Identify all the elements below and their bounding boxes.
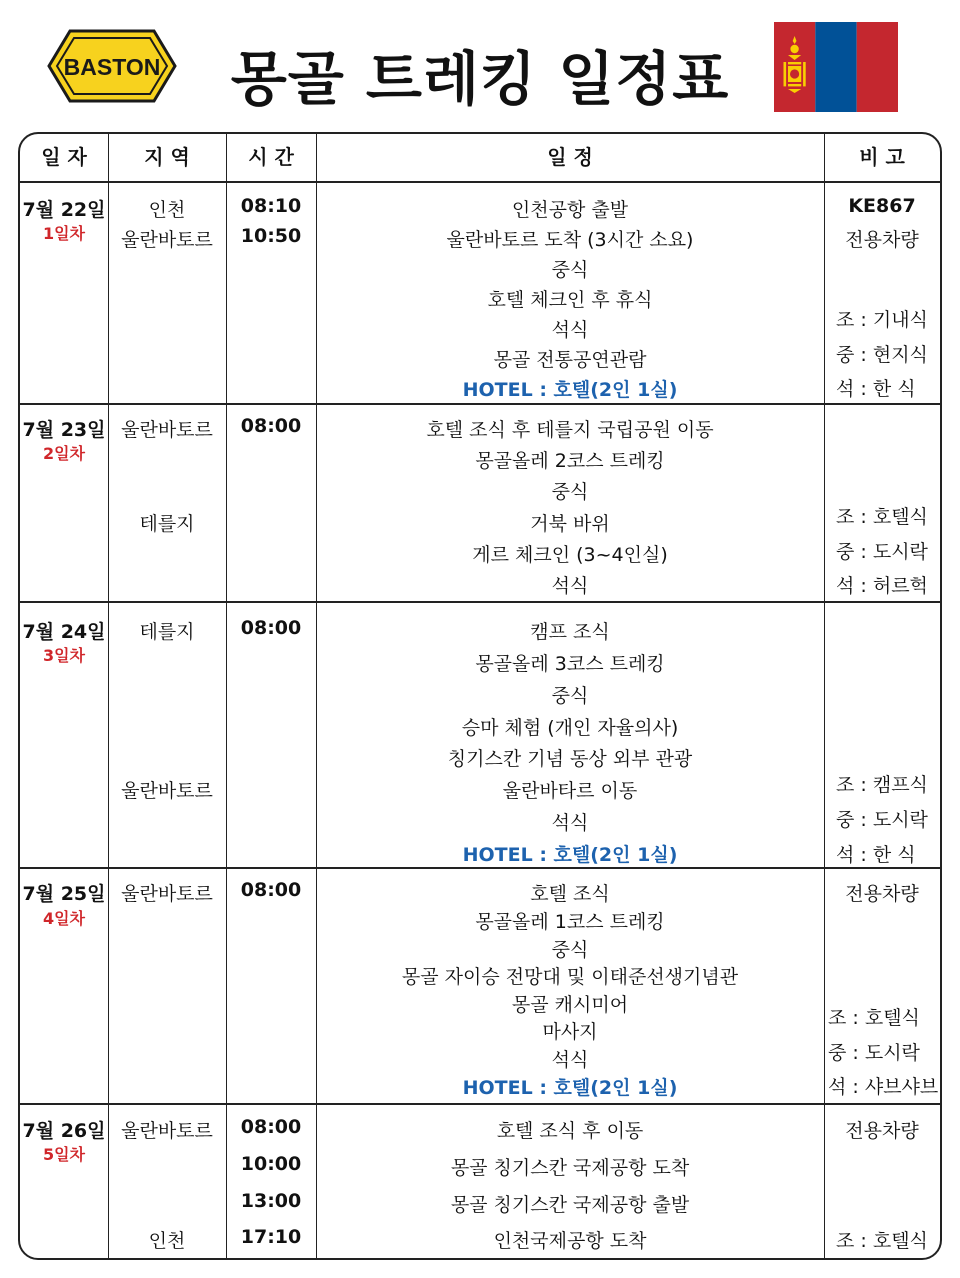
note: 전용차량: [845, 883, 919, 905]
date: 7월 24일: [22, 621, 106, 643]
meal-breakfast: 조 : 기내식: [836, 309, 928, 331]
region: 인천: [148, 199, 186, 221]
date: 7월 26일: [22, 1120, 106, 1142]
schedule-item: 호텔 조식 후 테를지 국립공원 이동: [426, 419, 714, 441]
region: 울란바토르: [121, 780, 213, 802]
schedule-item: 칭기스칸 기념 동상 외부 관광: [447, 748, 693, 770]
schedule-item: 마사지: [542, 1021, 598, 1043]
schedule-item: 중식: [551, 259, 589, 281]
time: 10:50: [240, 225, 302, 247]
meal-breakfast: 조 : 호텔식: [836, 506, 928, 528]
schedule-item: 석식: [551, 812, 589, 834]
table-row-day-5: [20, 1105, 940, 1260]
schedule-item: 몽골올레 3코스 트레킹: [475, 653, 665, 675]
time: 17:10: [240, 1226, 302, 1248]
schedule-item: 호텔 조식 후 이동: [496, 1120, 644, 1142]
date: 7월 23일: [22, 419, 106, 441]
meal-dinner: 석 : 한 식: [836, 378, 916, 400]
schedule-item: 울란바타르 이동: [502, 780, 638, 802]
meal-breakfast: 조 : 캠프식: [836, 774, 928, 796]
time: 08:00: [240, 879, 302, 901]
region: 테를지: [139, 513, 195, 535]
hotel-info: HOTEL : 호텔(2인 1실): [462, 1077, 678, 1099]
hotel-info: HOTEL : 호텔(2인 1실): [462, 379, 678, 401]
region: 테를지: [139, 621, 195, 643]
meal-lunch: 중 : 현지식: [836, 344, 928, 366]
schedule-item: 중식: [551, 939, 589, 961]
region: 울란바토르: [121, 229, 213, 251]
schedule-item: 거북 바위: [530, 513, 610, 535]
schedule-item: 몽골 칭기스칸 국제공항 도착: [450, 1157, 690, 1179]
schedule-item: 중식: [551, 685, 589, 707]
schedule-item: 인천국제공항 도착: [493, 1230, 647, 1252]
region: 울란바토르: [121, 1120, 213, 1142]
schedule-item: 캠프 조식: [530, 621, 610, 643]
schedule-item: 석식: [551, 1049, 589, 1071]
day-number: 3일차: [42, 646, 86, 665]
table-row-day-4: [20, 869, 940, 1105]
region: 울란바토르: [121, 883, 213, 905]
schedule-item: 몽골 전통공연관람: [493, 349, 647, 371]
table-row-day-3: [20, 603, 940, 869]
time: 08:00: [240, 617, 302, 639]
meal-lunch: 중 : 도시락: [836, 541, 928, 563]
date: 7월 25일: [22, 883, 106, 905]
column-divider: [108, 134, 109, 1258]
table-row-day-2: [20, 405, 940, 603]
schedule-item: 호텔 체크인 후 휴식: [487, 289, 653, 311]
date: 7월 22일: [22, 199, 106, 221]
itinerary-table: [18, 132, 942, 1260]
meal-breakfast: 조 : 호텔식: [836, 1230, 928, 1252]
column-divider: [824, 134, 825, 1258]
note: 전용차량: [845, 1120, 919, 1142]
table-header: [20, 134, 940, 183]
time: 13:00: [240, 1190, 302, 1212]
schedule-item: 울란바토르 도착 (3시간 소요): [446, 229, 694, 251]
meal-breakfast: 조 : 호텔식: [828, 1007, 920, 1029]
schedule-item: 석식: [551, 319, 589, 341]
schedule-item: 인천공항 출발: [511, 199, 629, 221]
header-day: 일 자: [41, 145, 87, 169]
header-schedule: 일 정: [547, 145, 593, 169]
schedule-item: 몽골 자이승 전망대 및 이태준선생기념관: [401, 966, 739, 988]
region: 울란바토르: [121, 419, 213, 441]
time: 08:10: [240, 195, 302, 217]
note: 전용차량: [845, 229, 919, 251]
schedule-item: 몽골 캐시미어: [511, 994, 629, 1016]
schedule-item: 석식: [551, 575, 589, 597]
schedule-item: 몽골 칭기스칸 국제공항 출발: [450, 1194, 690, 1216]
hotel-info: HOTEL : 호텔(2인 1실): [462, 844, 678, 866]
column-divider: [226, 134, 227, 1258]
meal-lunch: 중 : 도시락: [836, 809, 928, 831]
schedule-item: 중식: [551, 481, 589, 503]
header-time: 시 간: [248, 145, 294, 169]
schedule-item: 승마 체험 (개인 자율의사): [461, 717, 679, 739]
meal-dinner: 석 : 한 식: [836, 844, 916, 866]
day-number: 1일차: [42, 224, 86, 243]
meal-dinner: 석 : 샤브샤브: [828, 1076, 939, 1098]
time: 08:00: [240, 415, 302, 437]
page-title: 몽골 트레킹 일정표: [230, 45, 730, 113]
day-number: 2일차: [42, 444, 86, 463]
schedule-item: 게르 체크인 (3~4인실): [472, 544, 668, 566]
mongolia-flag-icon: [774, 22, 898, 112]
logo-text: BASTON: [63, 54, 161, 80]
day-number: 4일차: [42, 909, 86, 928]
schedule-item: 몽골올레 1코스 트레킹: [475, 911, 665, 933]
meal-lunch: 중 : 도시락: [828, 1042, 920, 1064]
header-note: 비 고: [859, 145, 905, 169]
day-number: 5일차: [42, 1145, 86, 1164]
schedule-item: 호텔 조식: [530, 883, 610, 905]
meal-dinner: 석 : 허르헉: [836, 575, 928, 597]
schedule-item: 몽골올레 2코스 트레킹: [475, 450, 665, 472]
time: 08:00: [240, 1116, 302, 1138]
header-region: 지 역: [144, 145, 190, 169]
region: 인천: [148, 1230, 186, 1252]
time: 10:00: [240, 1153, 302, 1175]
table-row-day-1: [20, 183, 940, 405]
flight-number: KE867: [848, 195, 916, 217]
column-divider: [316, 134, 317, 1258]
